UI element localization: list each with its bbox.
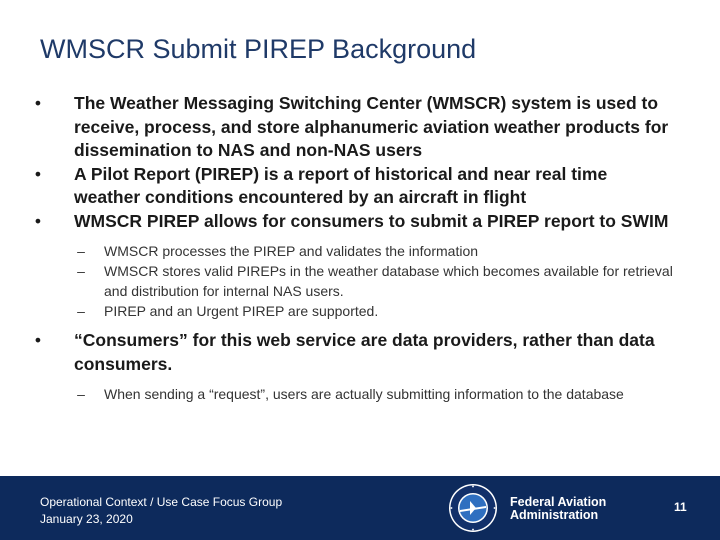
bullet-text: The Weather Messaging Switching Center (WMSCR) system is used to receive, process, and store alphanumeric aviation weather products for dissemination to NAS and non-NAS users: [74, 93, 669, 160]
sub-bullet-text: When sending a “request”, users are actually submitting information to the database: [104, 386, 624, 402]
bullet-text: A Pilot Report (PIREP) is a report of historical and near real time weather conditions encountered by an aircraft in flight: [74, 163, 608, 207]
dash-icon: –: [77, 303, 85, 319]
sub-bullet-item: [28, 241, 678, 261]
sub-bullet-item: [28, 301, 678, 321]
bullet-item: [28, 163, 678, 210]
agency-line: Federal Aviation: [510, 495, 607, 509]
slide-title: WMSCR Submit PIREP Background: [40, 34, 477, 64]
bullet-text: WMSCR PIREP allows for consumers to submit a PIREP report to SWIM: [74, 210, 669, 231]
dash-icon: –: [77, 386, 85, 402]
sub-list: [28, 241, 678, 321]
bullet-icon: •: [34, 210, 42, 231]
page-number: 11: [674, 500, 687, 514]
sub-bullet-text: PIREP and an Urgent PIREP are supported.: [104, 303, 379, 319]
bullet-item: [28, 92, 678, 163]
faa-seal-icon: [448, 483, 498, 533]
sub-list: [28, 384, 678, 404]
bullet-text: “Consumers” for this web service are data providers, rather than data consumers.: [74, 330, 655, 374]
dash-icon: –: [77, 263, 85, 279]
bullet-icon: •: [34, 93, 42, 113]
bullet-icon: •: [34, 163, 42, 184]
bullet-icon: •: [34, 330, 42, 350]
footer-event: Operational Context / Use Case Focus Group: [40, 495, 283, 509]
slide-content: [28, 92, 678, 412]
footer-info: [40, 494, 282, 528]
sub-bullet-text: WMSCR processes the PIREP and validates the information: [104, 243, 479, 259]
sub-bullet-item: [28, 261, 678, 301]
agency-name: [510, 496, 606, 522]
footer-date: January 23, 2020: [40, 512, 133, 526]
bullet-item: [28, 210, 678, 234]
footer-bar: [0, 476, 720, 540]
sub-bullet-text: WMSCR stores valid PIREPs in the weather database which becomes available for retrieval and distribution for internal NAS users.: [104, 263, 673, 299]
sub-bullet-item: [28, 384, 678, 404]
agency-line: Administration: [510, 508, 599, 522]
bullet-item: [28, 329, 678, 376]
dash-icon: –: [77, 243, 85, 259]
